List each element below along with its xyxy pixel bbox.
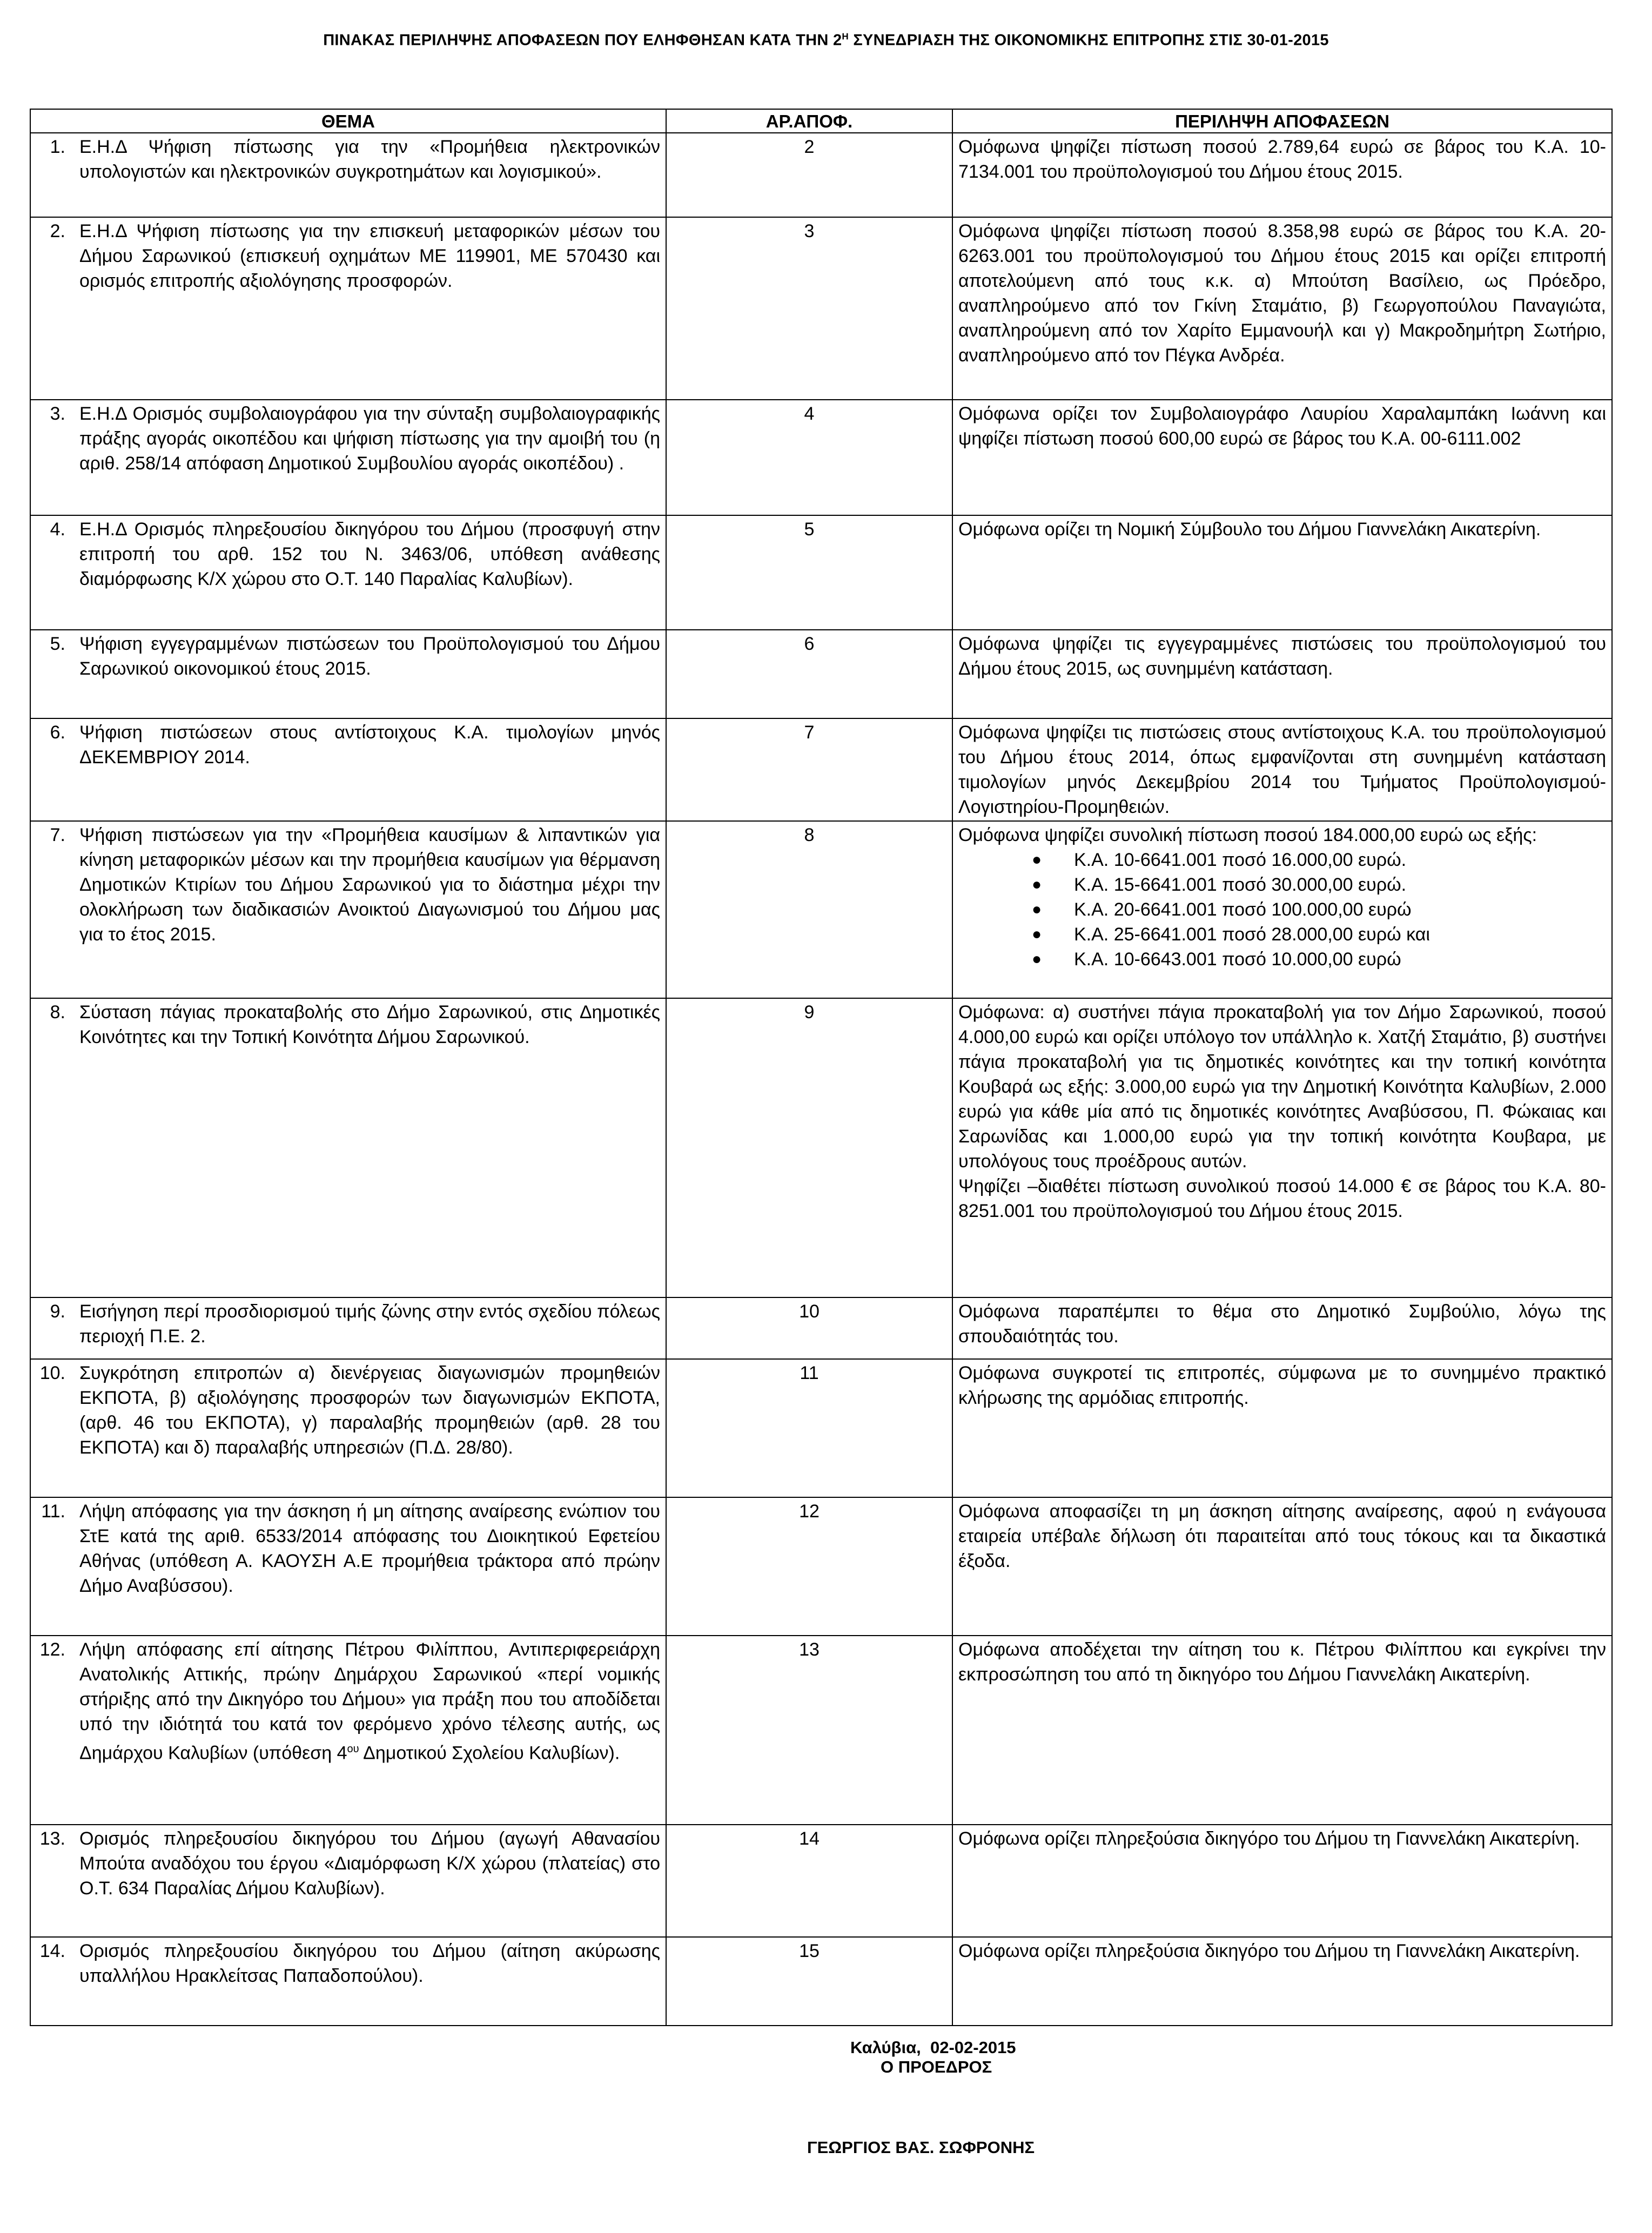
item-number: 4. bbox=[50, 519, 65, 540]
page-title-text-end: ΣΥΝΕΔΡΙΑΣΗ ΤΗΣ ΟΙΚΟΝΟΜΙΚΗΣ ΕΠΙΤΡΟΠΗΣ ΣΤΙΣ 30-01-2015 bbox=[848, 31, 1329, 49]
topic-text: Ε.Η.Δ Ψήφιση πίστωσης για την επισκευή μεταφορικών μέσων του Δήμου Σαρωνικού (επισκευή οχημάτων ΜΕ 119901, ΜΕ 570430 και ορισμός επιτροπής αξιολόγησης προσφορών. bbox=[79, 221, 660, 291]
bullet-icon: ● bbox=[1032, 876, 1042, 893]
decision-number-cell: 11 bbox=[666, 1359, 952, 1497]
item-number: 8. bbox=[50, 1002, 65, 1023]
table-row bbox=[30, 400, 1612, 515]
topic-cell bbox=[30, 998, 666, 1297]
decision-number-cell: 10 bbox=[666, 1297, 952, 1359]
topic-text: Εισήγηση περί προσδιορισμού τιμής ζώνης στην εντός σχεδίου πόλεως περιοχή Π.Ε. 2. bbox=[79, 1301, 660, 1347]
list-item-text: Κ.Α. 15-6641.001 ποσό 30.000,00 ευρώ. bbox=[1074, 875, 1407, 895]
decision-number-cell: 12 bbox=[666, 1497, 952, 1636]
summary-text: Ομόφωνα: α) συστήνει πάγια προκαταβολή για τον Δήμο Σαρωνικού, ποσού 4.000,00 ευρώ και ορίζει υπόλογο τον υπάλληλο κ. Χατζή Σταμάτιο, β) συστήνει πάγια προκαταβολή για τις δημοτικές κοινότητες και την τοπική κοινότητα Κουβαρά ως εξής: 3.000,00 ευρώ για την Δημοτική Κοινότητα Καλυβίων, 2.000 ευρώ για κάθε μία από τις δημοτικές κοινότητες Αναβύσσου, Π. Φώκαιας και Σαρωνίδας και 1.000,00 ευρώ για την τοπική κοινότητα Κουβαρα, με υπολόγους τους προέδρους αυτών. bbox=[958, 1002, 1606, 1172]
summary-cell: Ομόφωνα ορίζει πληρεξούσια δικηγόρο του Δήμου τη Γιαννελάκη Αικατερίνη. bbox=[952, 1825, 1612, 1937]
topic-cell bbox=[30, 1297, 666, 1359]
table-row bbox=[30, 1359, 1612, 1497]
topic-text: Λήψη απόφασης για την άσκηση ή μη αίτησης αναίρεσης ενώπιον του ΣτΕ κατά της αριθ. 6533/2014 απόφασης του Διοικητικού Εφετείου Αθήνας (υπόθεση Α. ΚΑΟΥΣΗ Α.Ε προμήθεια τράκτορα από πρώην Δήμο Αναβύσσου). bbox=[79, 1501, 660, 1596]
topic-cell bbox=[30, 217, 666, 400]
topic-text: Ε.Η.Δ Ορισμός συμβολαιογράφου για την σύνταξη συμβολαιογραφικής πράξης αγοράς οικοπέδου και ψήφιση πίστωσης για την αμοιβή του (η αριθ. 258/14 απόφαση Δημοτικού Συμβουλίου αγοράς οικοπέδου) . bbox=[79, 403, 660, 474]
page-title bbox=[0, 31, 1652, 50]
column-header-decision-number: ΑΡ.ΑΠΟΦ. bbox=[666, 109, 952, 133]
topic-text bbox=[79, 1637, 660, 1765]
topic-text: Ε.Η.Δ Ορισμός πληρεξουσίου δικηγόρου του Δήμου (προσφυγή στην επιτροπή του αρθ. 152 του Ν. 3463/06, υπόθεση ανάθεσης διαμόρφωσης Κ/Χ χώρου στο Ο.Τ. 140 Παραλίας Καλυβίων). bbox=[79, 519, 660, 589]
topic-text: Ορισμός πληρεξουσίου δικηγόρου του Δήμου (αγωγή Αθανασίου Μπούτα αναδόχου του έργου «Διαμόρφωση Κ/Χ χώρου (πλατείας) στο Ο.Τ. 634 Παραλίας Δήμου Καλυβίων). bbox=[79, 1828, 660, 1899]
topic-text: Σύσταση πάγιας προκαταβολής στο Δήμο Σαρωνικού, στις Δημοτικές Κοινότητες και την Τοπική Κοινότητα Δήμου Σαρωνικού. bbox=[79, 1002, 660, 1047]
topic-text: Ψήφιση πιστώσεων για την «Προμήθεια καυσίμων & λιπαντικών για κίνηση μεταφορικών μέσων και την προμήθεια καυσίμων για θέρμανση Δημοτικών Κτιρίων του Δήμου Σαρωνικού για το διάστημα μέχρι την ολοκλήρωση των διαδικασιών Ανοικτού Διαγωνισμού του Δήμου μας για το έτος 2015. bbox=[79, 825, 660, 945]
topic-cell bbox=[30, 400, 666, 515]
item-number: 6. bbox=[50, 722, 65, 743]
topic-cell bbox=[30, 630, 666, 718]
summary-cell: Ομόφωνα συγκροτεί τις επιτροπές, σύμφωνα με το συνημμένο πρακτικό κλήρωσης της αρμόδιας επιτροπής. bbox=[952, 1359, 1612, 1497]
topic-cell bbox=[30, 1359, 666, 1497]
president-role: Ο ΠΡΟΕΔΡΟΣ bbox=[881, 2057, 992, 2076]
topic-cell bbox=[30, 133, 666, 217]
decision-number-cell: 2 bbox=[666, 133, 952, 217]
item-number: 7. bbox=[50, 825, 65, 845]
summary-cell: Ομόφωνα ορίζει τον Συμβολαιογράφο Λαυρίου Χαραλαμπάκη Ιωάννη και ψηφίζει πίστωση ποσού 600,00 ευρώ σε βάρος του Κ.Α. 00-6111.002 bbox=[952, 400, 1612, 515]
signature-block bbox=[850, 2038, 1016, 2077]
item-number: 13. bbox=[39, 1828, 65, 1849]
list-item-text: Κ.Α. 25-6641.001 ποσό 28.000,00 ευρώ και bbox=[1074, 924, 1430, 945]
summary-cell: Ομόφωνα αποδέχεται την αίτηση του κ. Πέτρου Φιλίππου και εγκρίνει την εκπροσώπηση του από τη δικηγόρο του Δήμου Γιαννελάκη Αικατερίνη. bbox=[952, 1636, 1612, 1825]
topic-text-end: Δημοτικού Σχολείου Καλυβίων). bbox=[359, 1743, 620, 1764]
decision-number-cell: 8 bbox=[666, 821, 952, 998]
topic-text: Συγκρότηση επιτροπών α) διενέργειας διαγωνισμών προμηθειών ΕΚΠΟΤΑ, β) αξιολόγησης προσφορών των διαγωνισμών ΕΚΠΟΤΑ, (αρθ. 46 του ΕΚΠΟΤΑ), γ) παραλαβής προμηθειών (αρθ. 28 του ΕΚΠΟΤΑ) και δ) παραλαβής υπηρεσιών (Π.Δ. 28/80). bbox=[79, 1363, 660, 1458]
topic-cell bbox=[30, 1497, 666, 1636]
table-row bbox=[30, 1636, 1612, 1825]
column-header-summary: ΠΕΡΙΛΗΨΗ ΑΠΟΦΑΣΕΩΝ bbox=[952, 109, 1612, 133]
summary-cell bbox=[952, 998, 1612, 1297]
summary-cell: Ομόφωνα αποφασίζει τη μη άσκηση αίτησης αναίρεσης, αφού η ενάγουσα εταιρεία υπέβαλε δήλωση ότι παραιτείται από τους τόκους και τα δικαστικά έξοδα. bbox=[952, 1497, 1612, 1636]
item-number: 12. bbox=[39, 1639, 65, 1660]
summary-cell: Ομόφωνα ορίζει τη Νομική Σύμβουλο του Δήμου Γιαννελάκη Αικατερίνη. bbox=[952, 515, 1612, 630]
place-date: Καλύβια, 02-02-2015 bbox=[850, 2038, 1016, 2057]
table-row bbox=[30, 133, 1612, 217]
decision-number-cell: 3 bbox=[666, 217, 952, 400]
topic-cell bbox=[30, 515, 666, 630]
summary-cell: Ομόφωνα ψηφίζει πίστωση ποσού 2.789,64 ευρώ σε βάρος του Κ.Α. 10-7134.001 του προϋπολογισμού του Δήμου έτους 2015. bbox=[952, 133, 1612, 217]
list-item bbox=[1032, 922, 1606, 947]
decision-number-cell: 15 bbox=[666, 1937, 952, 2026]
list-item bbox=[1032, 848, 1606, 872]
bullet-icon: ● bbox=[1032, 851, 1042, 869]
item-number: 9. bbox=[50, 1301, 65, 1322]
bullet-icon: ● bbox=[1032, 925, 1042, 943]
item-number: 10. bbox=[39, 1363, 65, 1383]
summary-cell: Ομόφωνα ψηφίζει τις πιστώσεις στους αντίστοιχους Κ.Α. του προϋπολογισμού του Δήμου έτους 2014, όπως εμφανίζονται στη συνημμένη κατάσταση τιμολογίων μηνός Δεκεμβρίου 2014 του Τμήματος Προϋπολογισμού-Λογιστηρίου-Προμηθειών. bbox=[952, 718, 1612, 821]
page-title-text: ΠΙΝΑΚΑΣ ΠΕΡΙΛΗΨΗΣ ΑΠΟΦΑΣΕΩΝ ΠΟΥ ΕΛΗΦΘΗΣΑΝ ΚΑΤΑ ΤΗΝ 2 bbox=[323, 31, 842, 49]
item-number: 1. bbox=[50, 137, 65, 157]
table-row bbox=[30, 217, 1612, 400]
table-row bbox=[30, 515, 1612, 630]
decision-number-cell: 14 bbox=[666, 1825, 952, 1937]
item-number: 11. bbox=[41, 1501, 65, 1522]
list-item bbox=[1032, 947, 1606, 972]
list-item-text: Κ.Α. 10-6643.001 ποσό 10.000,00 ευρώ bbox=[1074, 949, 1401, 970]
topic-cell bbox=[30, 1825, 666, 1937]
summary-cell: Ομόφωνα ψηφίζει τις εγγεγραμμένες πιστώσεις του προϋπολογισμού του Δήμου έτους 2015, ως συνημμένη κατάσταση. bbox=[952, 630, 1612, 718]
decision-number-cell: 7 bbox=[666, 718, 952, 821]
summary-text-continued: Ψηφίζει –διαθέτει πίστωση συνολικού ποσού 14.000 € σε βάρος του Κ.Α. 80-8251.001 του προϋπολογισμού του Δήμου έτους 2015. bbox=[958, 1176, 1606, 1221]
signatory-name: ΓΕΩΡΓΙΟΣ ΒΑΣ. ΣΩΦΡΟΝΗΣ bbox=[807, 2138, 1035, 2157]
topic-cell bbox=[30, 718, 666, 821]
list-item bbox=[1032, 897, 1606, 922]
topic-cell bbox=[30, 1636, 666, 1825]
summary-cell: Ομόφωνα ψηφίζει πίστωση ποσού 8.358,98 ευρώ σε βάρος του Κ.Α. 20-6263.001 του προϋπολογισμού του Δήμου έτους 2015 και ορίζει επιτροπή αποτελούμενη από τους κ.κ. α) Μπούτση Βασίλειο, ως Πρόεδρο, αναπληρούμενο από τον Γκίνη Σταμάτιο, β) Γεωργοπούλου Παναγιώτα, αναπληρούμενη από τον Χαρίτο Εμμανουήλ και γ) Μακροδημήτρη Σωτήριο, αναπληρούμενο από τον Πέγκα Ανδρέα. bbox=[952, 217, 1612, 400]
table-row bbox=[30, 821, 1612, 998]
budget-code-list bbox=[958, 848, 1606, 972]
table-row bbox=[30, 630, 1612, 718]
table-row bbox=[30, 1497, 1612, 1636]
decision-number-cell: 9 bbox=[666, 998, 952, 1297]
decision-number-cell: 6 bbox=[666, 630, 952, 718]
topic-text: Ε.Η.Δ Ψήφιση πίστωσης για την «Προμήθεια ηλεκτρονικών υπολογιστών και ηλεκτρονικών συγκροτημάτων και λογισμικού». bbox=[79, 137, 660, 182]
table-header-row bbox=[30, 109, 1612, 133]
list-item-text: Κ.Α. 20-6641.001 ποσό 100.000,00 ευρώ bbox=[1074, 899, 1412, 920]
topic-text: Ψήφιση πιστώσεων στους αντίστοιχους Κ.Α. τιμολογίων μηνός ΔΕΚΕΜΒΡΙΟΥ 2014. bbox=[79, 722, 660, 768]
list-item bbox=[1032, 872, 1606, 897]
table-row bbox=[30, 1297, 1612, 1359]
summary-cell: Ομόφωνα ορίζει πληρεξούσια δικηγόρο του Δήμου τη Γιαννελάκη Αικατερίνη. bbox=[952, 1937, 1612, 2026]
topic-text-main: Λήψη απόφασης επί αίτησης Πέτρου Φιλίππου, Αντιπεριφερειάρχη Ανατολικής Αττικής, πρώην Δημάρχου Σαρωνικού «περί νομικής στήριξης από την Δικηγόρο του Δήμου» για πράξη που του αποδίδεται υπό την ιδιότητά του κατά τον φερόμενο χρόνο τέλεσης αυτής, ως Δημάρχου Καλυβίων (υπόθεση 4 bbox=[79, 1639, 660, 1764]
topic-cell bbox=[30, 1937, 666, 2026]
table-row bbox=[30, 998, 1612, 1297]
item-number: 3. bbox=[50, 403, 65, 424]
table-row bbox=[30, 1825, 1612, 1937]
topic-text: Ψήφιση εγγεγραμμένων πιστώσεων του Προϋπολογισμού του Δήμου Σαρωνικού οικονομικού έτους 2015. bbox=[79, 634, 660, 679]
bullet-icon: ● bbox=[1032, 950, 1042, 968]
summary-cell: Ομόφωνα παραπέμπει το θέμα στο Δημοτικό Συμβούλιο, λόγω της σπουδαιότητάς του. bbox=[952, 1297, 1612, 1359]
decision-number-cell: 4 bbox=[666, 400, 952, 515]
column-header-topic: ΘΕΜΑ bbox=[30, 109, 666, 133]
item-number: 14. bbox=[39, 1941, 65, 1961]
item-number: 2. bbox=[50, 221, 65, 241]
page-title-superscript: Η bbox=[842, 31, 849, 42]
table-row bbox=[30, 1937, 1612, 2026]
decision-number-cell: 5 bbox=[666, 515, 952, 630]
decision-number-cell: 13 bbox=[666, 1636, 952, 1825]
topic-cell bbox=[30, 821, 666, 998]
summary-text: Ομόφωνα ψηφίζει συνολική πίστωση ποσού 184.000,00 ευρώ ως εξής: bbox=[958, 825, 1537, 845]
topic-text: Ορισμός πληρεξουσίου δικηγόρου του Δήμου (αίτηση ακύρωσης υπαλλήλου Ηρακλείτσας Παπαδοπούλου). bbox=[79, 1941, 660, 1986]
table-row bbox=[30, 718, 1612, 821]
summary-cell bbox=[952, 821, 1612, 998]
decisions-table bbox=[30, 109, 1613, 2026]
item-number: 5. bbox=[50, 634, 65, 654]
ordinal-superscript: ου bbox=[347, 1743, 359, 1755]
bullet-icon: ● bbox=[1032, 900, 1042, 918]
list-item-text: Κ.Α. 10-6641.001 ποσό 16.000,00 ευρώ. bbox=[1074, 850, 1407, 870]
